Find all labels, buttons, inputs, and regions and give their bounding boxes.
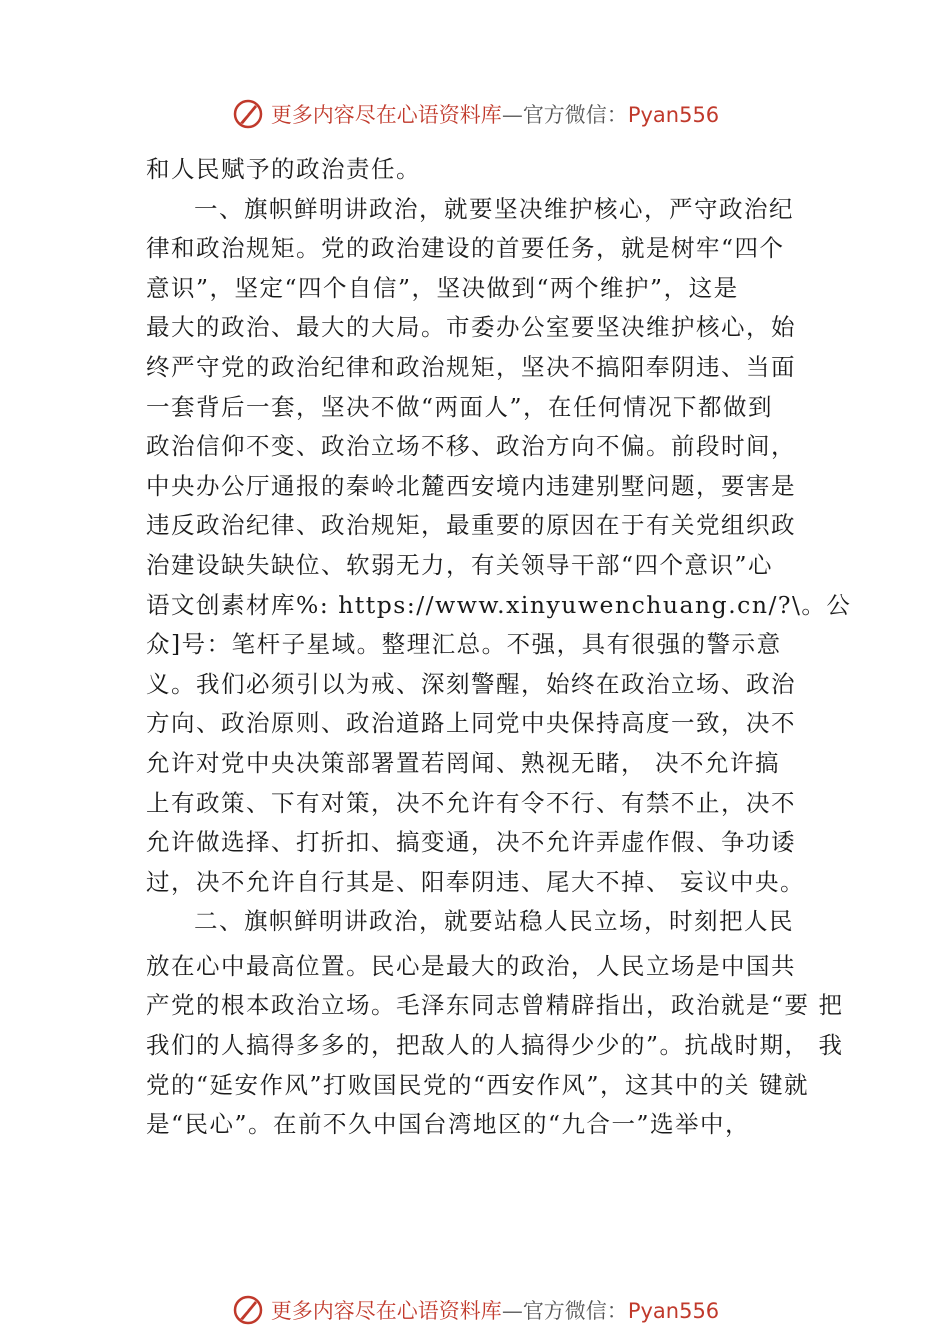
- body-line: 方向、政治原则、政治道路上同党中央保持高度一致，决不: [146, 709, 796, 738]
- feather-pen-logo-icon: [231, 97, 265, 131]
- body-line: 产党的根本政治立场。毛泽东同志曾精辟指出，政治就是“要 把: [146, 991, 844, 1020]
- paragraph-heading-2: 二、旗帜鲜明讲政治，就要站稳人民立场，时刻把人民: [194, 907, 794, 936]
- body-line: 语文创素材库%: https://www.xinyuwenchuang.cn/?\。公: [146, 590, 852, 619]
- banner-wechat-label: 官方微信：: [522, 1299, 628, 1323]
- banner-text: [271, 1295, 719, 1325]
- body-line: 意识”，坚定“四个自信”，坚决做到“两个维护”，这是: [146, 273, 739, 302]
- banner-separator: —: [501, 103, 523, 127]
- body-line: 上有政策、下有对策，决不允许有令不行、有禁不止，决不: [146, 788, 796, 817]
- banner-text: [271, 99, 719, 129]
- body-line: 党的“延安作风”打败国民党的“西安作风”，这其中的关 键就: [146, 1070, 810, 1099]
- body-line: 和人民赋予的政治责任。: [146, 155, 421, 183]
- footer-banner: [0, 1290, 950, 1330]
- body-line: 义。我们必须引以为戒、深刻警醒，始终在政治立场、政治: [146, 669, 796, 698]
- body-line: 过，决不允许自行其是、阳奉阴违、尾大不掉、 妄议中央。: [146, 867, 805, 896]
- header-banner: [0, 94, 950, 134]
- banner-wechat-label: 官方微信：: [522, 103, 628, 127]
- body-line: 允许做选择、打折扣、搞变通，决不允许弄虚作假、争功诿: [146, 828, 796, 857]
- body-line: 最大的政治、最大的大局。市委办公室要坚决维护核心，始: [146, 313, 796, 342]
- body-line: 政治信仰不变、政治立场不移、政治方向不偏。前段时间，: [146, 432, 796, 461]
- body-line: 放在心中最高位置。民心是最大的政治，人民立场是中国共: [146, 951, 796, 980]
- paragraph-heading-1: 一、旗帜鲜明讲政治，就要坚决维护核心，严守政治纪: [194, 194, 794, 223]
- banner-prefix: 更多内容尽在心语资料库: [270, 1299, 502, 1323]
- body-line: 终严守党的政治纪律和政治规矩，坚决不搞阳奉阴违、当面: [146, 352, 796, 381]
- body-line: 是“民心”。在前不久中国台湾地区的“九合一”选举中，: [146, 1110, 751, 1139]
- banner-prefix: 更多内容尽在心语资料库: [270, 103, 502, 127]
- body-line: 允许对党中央决策部署置若罔闻、熟视无睹， 决不允许搞: [146, 748, 780, 777]
- feather-pen-logo-icon: [231, 1293, 265, 1327]
- body-line: 众]号：笔杆子星域。整理汇总。不强，具有很强的警示意: [146, 630, 782, 659]
- body-line: 律和政治规矩。党的政治建设的首要任务，就是树牢“四个: [146, 234, 785, 263]
- document-body: [146, 150, 852, 1145]
- banner-wechat-id: Pyan556: [627, 103, 720, 127]
- body-line: 中央办公厅通报的秦岭北麓西安境内违建别墅问题，要害是: [146, 471, 796, 500]
- body-line: 一套背后一套，坚决不做“两面人”，在任何情况下都做到: [146, 392, 774, 421]
- banner-wechat-id: Pyan556: [627, 1299, 720, 1323]
- banner-separator: —: [501, 1299, 523, 1323]
- body-line: 治建设缺失缺位、软弱无力，有关领导干部“四个意识”心: [146, 550, 774, 579]
- body-line: 我们的人搞得多多的，把敌人的人搞得少少的”。抗战时期， 我: [146, 1031, 844, 1060]
- body-line: 违反政治纪律、政治规矩，最重要的原因在于有关党组织政: [146, 511, 796, 540]
